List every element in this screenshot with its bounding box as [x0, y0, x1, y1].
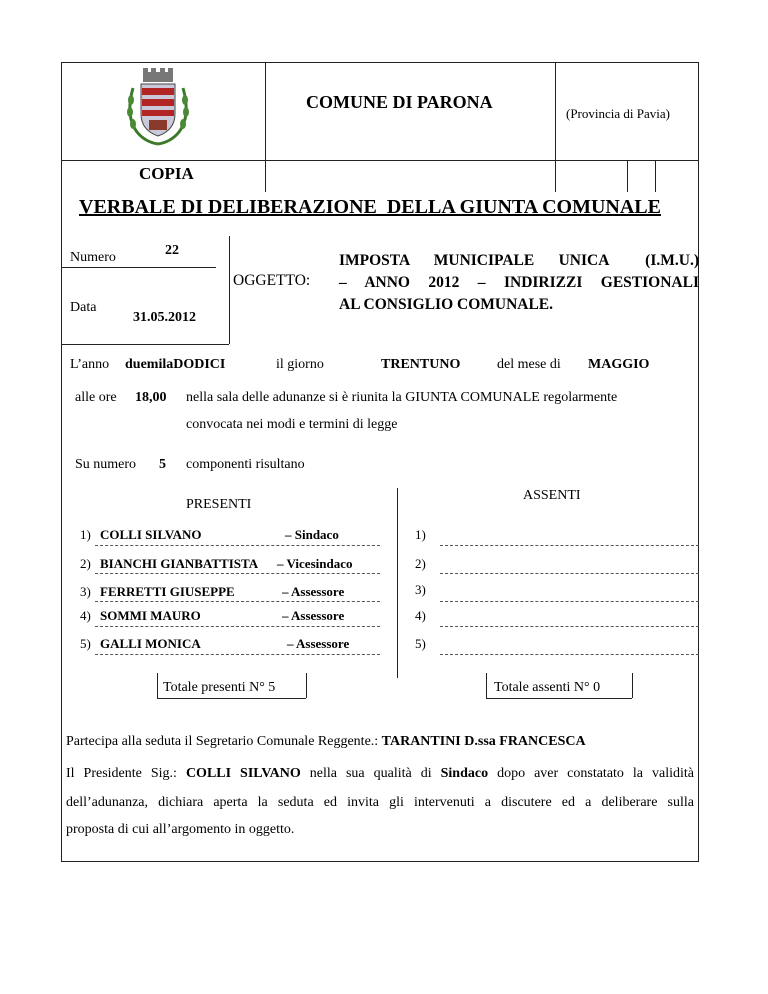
dotted-line: [440, 626, 699, 627]
member-name: COLLI SILVANO: [100, 527, 202, 542]
divider: [627, 160, 628, 192]
oggetto-label: OGGETTO:: [233, 272, 311, 289]
dotted-line: [95, 626, 380, 627]
member-role: – Vicesindaco: [277, 556, 353, 571]
presidente-rest: dopo aver constatato la validità: [488, 766, 694, 781]
item-number: 5): [80, 636, 91, 651]
oggetto-line: – ANNO 2012 – INDIRIZZI GESTIONALI: [339, 274, 699, 291]
member-role: – Assessore: [287, 636, 350, 651]
mese-value: MAGGIO: [588, 357, 650, 372]
totale-presenti: Totale presenti N° 5: [163, 680, 276, 695]
list-item-number: 3): [415, 582, 426, 597]
presidente-name: COLLI SILVANO: [185, 766, 301, 781]
dotted-line: [440, 654, 699, 655]
oggetto-line: AL CONSIGLIO COMUNALE.: [339, 296, 554, 313]
item-number: 2): [80, 556, 91, 571]
giorno-value: TRENTUNO: [381, 357, 461, 372]
segretario-name: TARANTINI D.ssa FRANCESCA: [381, 734, 586, 749]
segretario-prefix: Partecipa alla seduta il Segretario Comunale Reggente.:: [66, 734, 382, 749]
divider: [61, 160, 699, 161]
comune-title: COMUNE DI PARONA: [306, 92, 493, 112]
member-name: FERRETTI GIUSEPPE: [100, 584, 235, 599]
presidente-line: [66, 766, 694, 782]
componenti-label: componenti risultano: [186, 457, 305, 472]
divider: [157, 673, 158, 698]
document-title: VERBALE DI DELIBERAZIONE DELLA GIUNTA COMUNALE: [79, 196, 661, 218]
member-name: GALLI MONICA: [100, 636, 201, 651]
dotted-line: [440, 573, 699, 574]
list-item-number: 1): [415, 527, 426, 542]
dotted-line: [95, 573, 380, 574]
mese-label: del mese di: [497, 357, 561, 372]
paragraph-line: dell’adunanza, dichiara aperta la seduta ed invita gli intervenuti a discutere ed a deliberare sulla: [66, 795, 694, 810]
dotted-line: [440, 601, 699, 602]
sala-line-2: convocata nei modi e termini di legge: [186, 417, 398, 432]
dotted-line: [95, 654, 380, 655]
member-name: SOMMI MAURO: [100, 608, 201, 623]
divider: [61, 344, 229, 345]
item-number: 4): [80, 608, 91, 623]
divider: [157, 698, 306, 699]
coat-of-arms-logo: [123, 66, 193, 148]
member-role: – Sindaco: [285, 527, 339, 542]
presidente-role: Sindaco: [440, 766, 489, 781]
divider: [486, 698, 632, 699]
dotted-line: [95, 545, 380, 546]
divider: [486, 673, 487, 698]
presidente-prefix: Il Presidente Sig.:: [66, 766, 186, 781]
divider: [229, 236, 230, 344]
data-label: Data: [70, 300, 97, 315]
provincia-label: (Provincia di Pavia): [566, 106, 670, 121]
member-role: – Assessore: [282, 608, 345, 623]
segretario-line: [66, 734, 586, 750]
dotted-line: [95, 601, 380, 602]
giorno-label: il giorno: [276, 357, 324, 372]
oggetto-text: [339, 250, 699, 316]
ore-value: 18,00: [135, 390, 167, 405]
assenti-heading: ASSENTI: [523, 488, 581, 503]
divider: [306, 673, 307, 698]
su-numero-label: Su numero: [75, 457, 137, 472]
divider: [61, 267, 216, 268]
list-item-number: 4): [415, 608, 426, 623]
divider: [632, 673, 633, 698]
divider: [397, 488, 398, 678]
list-item-number: 5): [415, 636, 426, 651]
anno-value: duemilaDODICI: [125, 357, 226, 372]
list-item-number: 2): [415, 556, 426, 571]
presenti-heading: PRESENTI: [186, 497, 252, 512]
member-role: – Assessore: [282, 584, 345, 599]
copia-label: COPIA: [139, 164, 194, 183]
list-item: [80, 584, 380, 606]
item-number: 3): [80, 584, 91, 599]
sala-line-1: nella sala delle adunanze si è riunita la GIUNTA COMUNALE regolarmente: [186, 390, 618, 405]
data-value: 31.05.2012: [133, 310, 196, 325]
divider: [655, 160, 656, 192]
anno-label: L’anno: [70, 357, 110, 372]
member-name: BIANCHI GIANBATTISTA: [100, 556, 259, 571]
ore-label: alle ore: [75, 390, 117, 405]
su-numero-value: 5: [159, 457, 166, 472]
totale-assenti: Totale assenti N° 0: [494, 680, 601, 695]
divider: [265, 62, 266, 192]
numero-label: Numero: [70, 250, 116, 265]
oggetto-line: IMPOSTA MUNICIPALE UNICA (I.M.U.): [339, 252, 699, 269]
divider: [555, 62, 556, 192]
list-item: [80, 556, 380, 578]
dotted-line: [440, 545, 699, 546]
item-number: 1): [80, 527, 91, 542]
numero-value: 22: [165, 243, 179, 258]
paragraph-line: proposta di cui all’argomento in oggetto.: [66, 822, 295, 837]
presidente-mid: nella sua qualità di: [300, 766, 441, 781]
